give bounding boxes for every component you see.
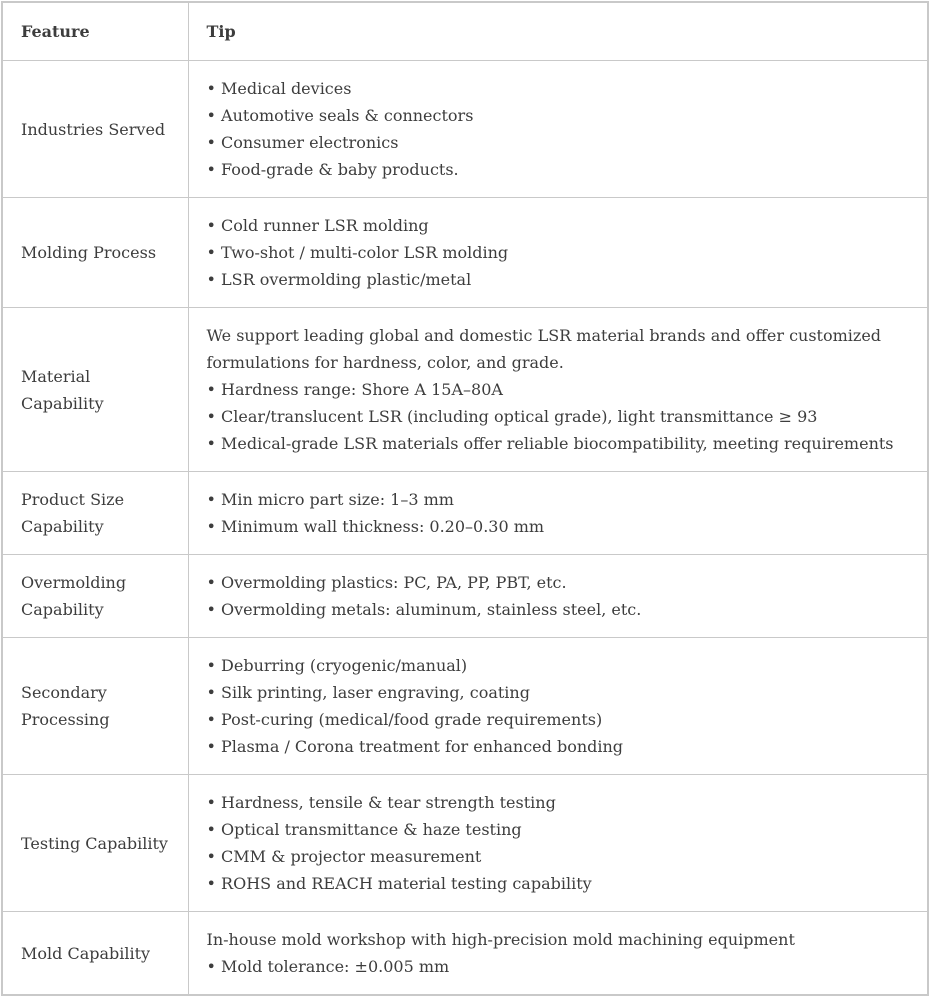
table-row-mold-capability — [2, 912, 928, 996]
tip-line: • Medical-grade LSR materials offer reliable biocompatibility, meeting requirements — [206, 434, 894, 453]
tip-cell — [188, 472, 928, 555]
table-header — [2, 2, 928, 61]
tip-line: • Food-grade & baby products. — [206, 160, 459, 179]
tip-line: • Clear/translucent LSR (including optical grade), light transmittance ≥ 93 — [206, 407, 818, 426]
tip-cell — [188, 198, 928, 308]
column-header-tip: Tip — [188, 2, 928, 61]
column-header-feature: Feature — [2, 2, 188, 61]
tip-line: • Two-shot / multi-color LSR molding — [206, 243, 509, 262]
capability-table — [1, 1, 929, 996]
tip-line: • Post-curing (medical/food grade requirements) — [206, 710, 603, 729]
tip-line: • Min micro part size: 1–3 mm — [206, 490, 454, 509]
tip-line: • Overmolding plastics: PC, PA, PP, PBT, etc. — [206, 573, 567, 592]
feature-cell: Testing Capability — [2, 775, 188, 912]
feature-cell: Product Size Capability — [2, 472, 188, 555]
table-row-product-size-capability — [2, 472, 928, 555]
tip-line: • Cold runner LSR molding — [206, 216, 429, 235]
feature-cell: Overmolding Capability — [2, 555, 188, 638]
tip-intro-text: We support leading global and domestic LSR material brands and offer customized formulations for hardness, color, and grade. — [206, 326, 882, 372]
tip-line: • Medical devices — [206, 79, 352, 98]
tip-line: • Automotive seals & connectors — [206, 106, 474, 125]
tip-line: • Minimum wall thickness: 0.20–0.30 mm — [206, 517, 545, 536]
tip-line: • Hardness range: Shore A 15A–80A — [206, 380, 503, 399]
tip-cell — [188, 775, 928, 912]
header-row — [2, 2, 928, 61]
feature-cell: Material Capability — [2, 308, 188, 472]
tip-intro-text: In-house mold workshop with high-precision mold machining equipment — [206, 930, 795, 949]
tip-cell — [188, 638, 928, 775]
feature-cell: Molding Process — [2, 198, 188, 308]
tip-line: • Overmolding metals: aluminum, stainless steel, etc. — [206, 600, 642, 619]
table-row-testing-capability — [2, 775, 928, 912]
tip-cell — [188, 61, 928, 198]
tip-line: • CMM & projector measurement — [206, 847, 482, 866]
feature-cell: Industries Served — [2, 61, 188, 198]
table-row-overmolding-capability — [2, 555, 928, 638]
tip-line: • Hardness, tensile & tear strength testing — [206, 793, 556, 812]
feature-cell: Mold Capability — [2, 912, 188, 996]
tip-cell — [188, 912, 928, 996]
tip-line: • Mold tolerance: ±0.005 mm — [206, 957, 450, 976]
tip-cell — [188, 308, 928, 472]
table-row-molding-process — [2, 198, 928, 308]
table-row-industries-served — [2, 61, 928, 198]
tip-line: • Plasma / Corona treatment for enhanced bonding — [206, 737, 624, 756]
tip-line: • Deburring (cryogenic/manual) — [206, 656, 468, 675]
tip-line: • LSR overmolding plastic/metal — [206, 270, 472, 289]
table-body — [2, 61, 928, 996]
table-row-material-capability — [2, 308, 928, 472]
table-row-secondary-processing — [2, 638, 928, 775]
tip-line: • ROHS and REACH material testing capability — [206, 874, 592, 893]
tip-line: • Silk printing, laser engraving, coating — [206, 683, 530, 702]
tip-line: • Consumer electronics — [206, 133, 399, 152]
tip-cell — [188, 555, 928, 638]
tip-line: • Optical transmittance & haze testing — [206, 820, 522, 839]
feature-cell: Secondary Processing — [2, 638, 188, 775]
